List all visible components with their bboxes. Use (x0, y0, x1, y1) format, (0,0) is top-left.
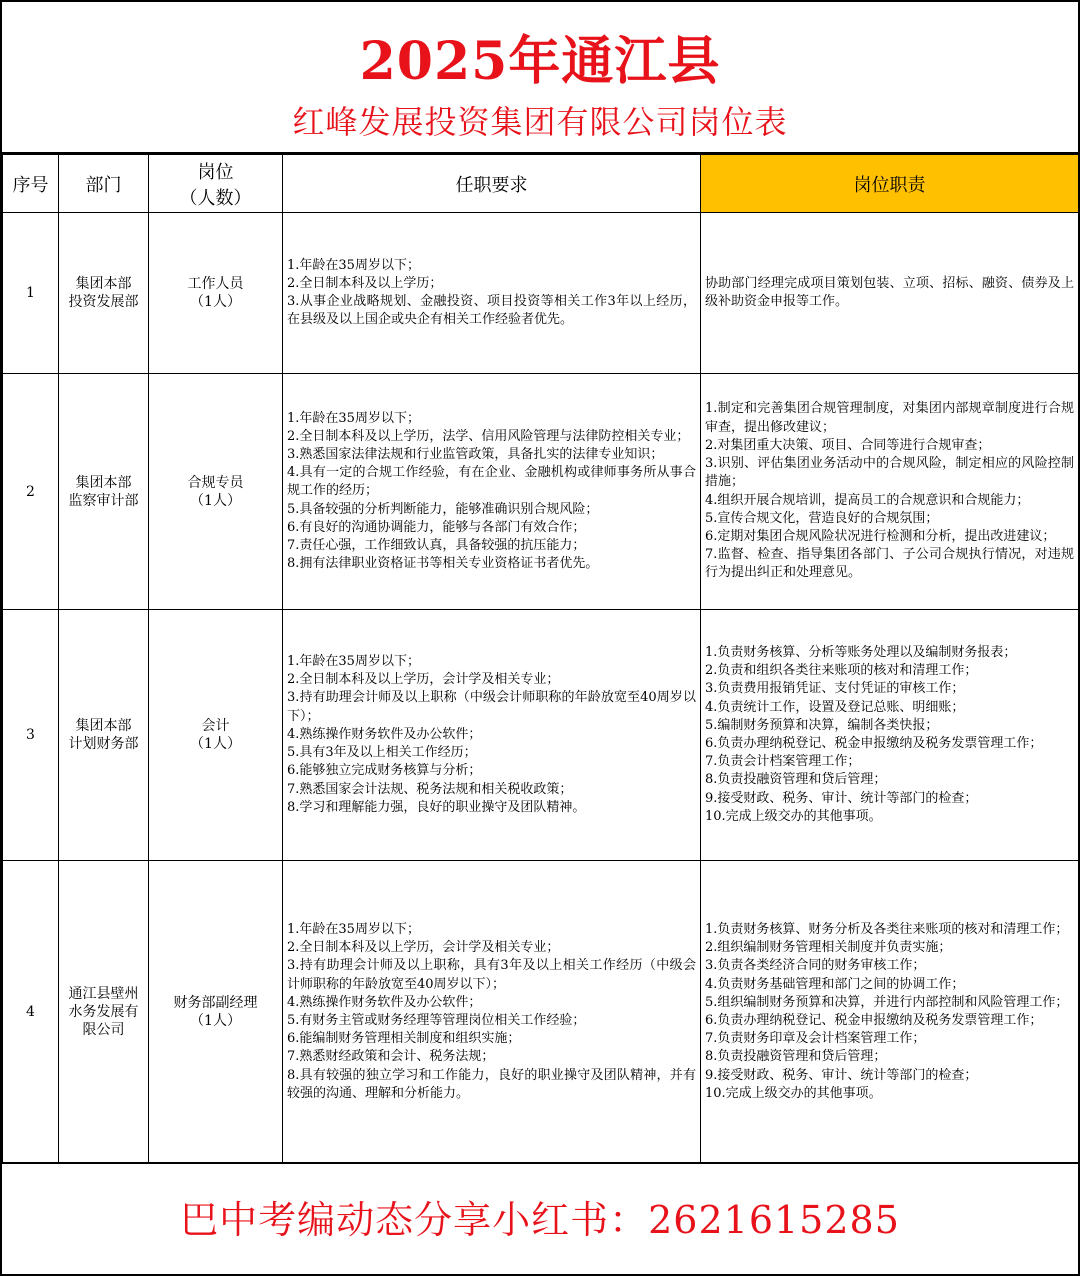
requirement-item: 4.熟练操作财务软件及办公软件； (287, 726, 482, 742)
requirement-item: 1.年龄在35周岁以下； (287, 257, 420, 273)
duty-item: 5.编制财务预算和决算，编制各类快报； (705, 717, 939, 733)
header-post (149, 155, 283, 213)
row-dept (59, 861, 149, 1164)
table-header-row (3, 155, 1079, 213)
row-duties (701, 861, 1079, 1164)
row-requirements (283, 861, 701, 1164)
requirement-item: 1.年龄在35周岁以下； (287, 410, 420, 426)
duty-item: 1.负责财务核算、分析等账务处理以及编制财务报表； (705, 644, 1017, 660)
requirement-item: 8.拥有法律职业资格证书等相关专业资格证书者优先。 (287, 556, 599, 572)
duty-item: 1.制定和完善集团合规管理制度，对集团内部规章制度进行合规审查，提出修改建议； (705, 401, 1074, 435)
duty-item: 4.负责统计工作，设置及登记总账、明细账； (705, 699, 965, 715)
post-name: 合规专员 (187, 474, 244, 491)
duty-item: 2.对集团重大决策、项目、合同等进行合规审查； (705, 437, 991, 453)
row-duties (701, 213, 1079, 374)
dept-line: 限公司 (82, 1022, 125, 1038)
page-title: 2025年通江县 (359, 31, 721, 92)
header-post-line1: 岗位 (197, 161, 234, 183)
duty-item: 7.负责会计档案管理工作； (705, 754, 861, 770)
row-seq: 3 (3, 610, 59, 861)
post-name: 工作人员 (187, 276, 244, 292)
duty-item: 10.完成上级交办的其他事项。 (705, 1085, 882, 1101)
duty-item: 6.负责办理纳税登记、税金申报缴纳及税务发票管理工作； (705, 736, 1043, 751)
duty-item: 9.接受财政、税务、审计、统计等部门的检查； (705, 790, 978, 806)
header-duties: 岗位职责 (701, 155, 1079, 213)
duty-item: 6.定期对集团合规风险状况进行检测和分析，提出改进建议； (705, 528, 1056, 544)
dept-line: 集团本部 (75, 276, 132, 292)
row-requirements (283, 374, 701, 610)
duty-item: 6.负责办理纳税登记、税金申报缴纳及税务发票管理工作； (705, 1013, 1043, 1028)
table-row (3, 610, 1079, 861)
requirement-item: 2.全日制本科及以上学历，法学、信用风险管理与法律防控相关专业； (287, 428, 690, 444)
duty-item: 10.完成上级交办的其他事项。 (705, 808, 882, 824)
requirement-item: 7.责任心强，工作细致认真，具备较强的抗压能力； (287, 538, 586, 553)
dept-line: 计划财务部 (68, 736, 139, 752)
row-duties (701, 374, 1079, 610)
requirement-item: 5.具有3年及以上相关工作经历； (287, 745, 477, 761)
requirement-item: 1.年龄在35周岁以下； (287, 654, 420, 670)
footer (2, 1162, 1078, 1274)
requirement-item: 8.具有较强的独立学习和工作能力，良好的职业操守及团队精神，并有较强的沟通、理解和分析能力。 (287, 1067, 696, 1101)
row-requirements (283, 610, 701, 861)
requirement-item: 2.全日制本科及以上学历，会计学及相关专业； (287, 940, 560, 956)
duty-item: 协助部门经理完成项目策划包装、立项、招标、融资、债券及上级补助资金申报等工作。 (705, 275, 1074, 309)
duty-item: 4.组织开展合规培训，提高员工的合规意识和合规能力； (705, 492, 1030, 508)
dept-line: 集团本部 (75, 718, 132, 734)
requirement-item: 2.全日制本科及以上学历，会计学及相关专业； (287, 672, 560, 688)
row-post (149, 610, 283, 861)
requirement-item: 6.能够独立完成财务核算与分析； (287, 763, 482, 779)
duty-item: 8.负责投融资管理和贷后管理； (705, 1049, 887, 1065)
header-seq: 序号 (3, 155, 59, 213)
duty-item: 2.组织编制财务管理相关制度并负责实施； (705, 940, 952, 956)
row-seq: 1 (3, 213, 59, 374)
requirement-item: 7.熟悉国家会计法规、税务法规和相关税收政策； (287, 781, 573, 797)
row-seq: 4 (3, 861, 59, 1164)
duty-item: 4.负责财务基础管理和部门之间的协调工作； (705, 976, 965, 992)
duty-item: 7.负责财务印章及会计档案管理工作； (705, 1031, 926, 1047)
page-subtitle: 红峰发展投资集团有限公司岗位表 (292, 103, 788, 141)
post-count: （1人） (190, 736, 241, 752)
requirement-item: 5.有财务主管或财务经理等管理岗位相关工作经验； (287, 1013, 586, 1028)
header-dept: 部门 (59, 155, 149, 213)
requirement-item: 3.持有助理会计师及以上职称（中级会计师职称的年龄放宽至40周岁以下）； (287, 690, 696, 724)
post-name: 会计 (201, 718, 230, 734)
post-count: （1人） (190, 294, 241, 310)
requirement-item: 1.年龄在35周岁以下； (287, 921, 420, 937)
requirement-item: 4.具有一定的合规工作经验，有在企业、金融机构或律师事务所从事合规工作的经历； (287, 465, 696, 499)
duty-item: 8.负责投融资管理和贷后管理； (705, 772, 887, 788)
row-post (149, 861, 283, 1164)
requirement-item: 8.学习和理解能力强，良好的职业操守及团队精神。 (287, 799, 586, 815)
requirement-item: 5.具备较强的分析判断能力，能够准确识别合规风险； (287, 501, 599, 517)
requirement-item: 3.持有助理会计师及以上职称，具有3年及以上相关工作经历（中级会计师职称的年龄放宽至40周岁以下）； (287, 958, 696, 992)
positions-table (2, 154, 1079, 1164)
requirement-item: 6.能编制财务管理相关制度和组织实施； (287, 1031, 521, 1047)
duty-item: 3.负责费用报销凭证、支付凭证的审核工作； (705, 681, 965, 697)
row-seq: 2 (3, 374, 59, 610)
requirement-item: 3.从事企业战略规划、金融投资、项目投资等相关工作3年以上经历，在县级及以上国企或央企有相关工作经验者优先。 (287, 294, 696, 328)
duty-item: 5.组织编制财务预算和决算，并进行内部控制和风险管理工作； (705, 994, 1069, 1010)
requirement-item: 7.熟悉财经政策和会计、税务法规； (287, 1049, 495, 1065)
duty-item: 1.负责财务核算、财务分析及各类往来账项的核对和清理工作； (705, 921, 1069, 937)
row-dept (59, 374, 149, 610)
duty-item: 2.负责和组织各类往来账项的核对和清理工作； (705, 663, 978, 679)
row-post (149, 213, 283, 374)
header-requirements: 任职要求 (283, 155, 701, 213)
requirement-item: 6.有良好的沟通协调能力，能够与各部门有效合作； (287, 519, 586, 535)
dept-line: 水务发展有 (68, 1004, 139, 1020)
table-row (3, 861, 1079, 1164)
duty-item: 3.识别、评估集团业务活动中的合规风险，制定相应的风险控制措施； (705, 456, 1074, 490)
row-dept (59, 213, 149, 374)
header-post-line2: （人数） (179, 187, 252, 209)
duty-item: 9.接受财政、税务、审计、统计等部门的检查； (705, 1067, 978, 1083)
post-count: （1人） (190, 492, 241, 509)
title-block (2, 2, 1078, 154)
table-body (3, 213, 1079, 1164)
dept-line: 通江县壁州 (68, 986, 139, 1002)
duty-item: 5.宣传合规文化，营造良好的合规氛围； (705, 510, 939, 526)
row-duties (701, 610, 1079, 861)
requirement-item: 3.熟悉国家法律法规和行业监管政策，具备扎实的法律专业知识； (287, 446, 664, 462)
dept-line: 集团本部 (75, 474, 132, 491)
dept-line: 监察审计部 (68, 492, 139, 509)
row-dept (59, 610, 149, 861)
row-post (149, 374, 283, 610)
duty-item: 3.负责各类经济合同的财务审核工作； (705, 958, 926, 974)
duty-item: 7.监督、检查、指导集团各部门、子公司合规执行情况，对违规行为提出纠正和处理意见。 (705, 547, 1074, 581)
row-requirements (283, 213, 701, 374)
post-name: 财务部副经理 (173, 995, 258, 1011)
footer-text: 巴中考编动态分享小红书：2621615285 (180, 1198, 900, 1242)
table-row (3, 374, 1079, 610)
table-row (3, 213, 1079, 374)
post-count: （1人） (190, 1013, 241, 1029)
dept-line: 投资发展部 (68, 294, 139, 310)
requirement-item: 2.全日制本科及以上学历； (287, 275, 443, 291)
requirement-item: 4.熟练操作财务软件及办公软件； (287, 994, 482, 1010)
